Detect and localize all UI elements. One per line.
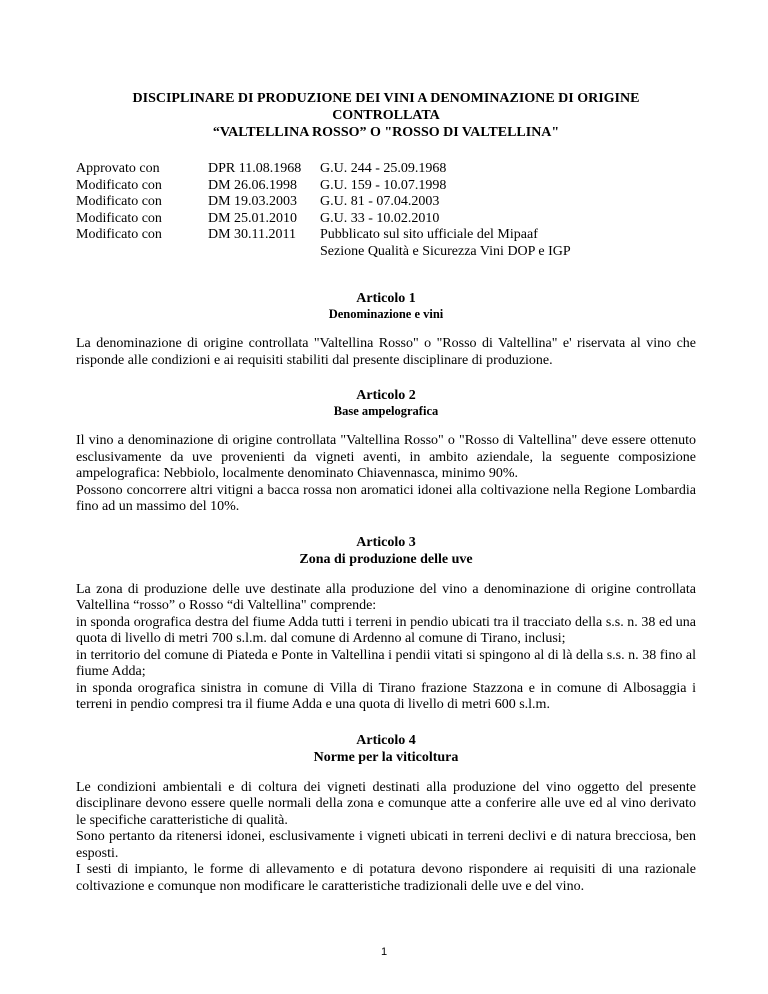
- approvals-table: [76, 161, 696, 260]
- document-title: [76, 90, 696, 141]
- approval-gazette: G.U. 244 - 25.09.1968: [320, 161, 447, 176]
- paragraph: in sponda orografica sinistra in comune di Villa di Tirano frazione Stazzona e in comune di Albosaggia i terreni in pendio compresi tra il fiume Adda e una quota di livello di metri 600 s.l.m.: [76, 680, 696, 712]
- article-number: Articolo 2: [356, 388, 416, 403]
- paragraph: Sono pertanto da ritenersi idonei, esclusivamente i vigneti ubicati in terreni declivi e di natura brecciosa, ben esposti.: [76, 829, 696, 861]
- article-heading: Denominazione e vini: [328, 307, 444, 321]
- approval-gazette: Sezione Qualità e Sicurezza Vini DOP e IGP: [320, 243, 571, 259]
- approval-label: Modificato con: [76, 194, 162, 209]
- paragraph: in sponda orografica destra del fiume Adda tutti i terreni in pendio ubicati tra il tracciato della s.s. n. 38 ed una quota di livello di metri 700 s.l.m. dal comune di Ardenno al comune di Tirano, inclusi;: [76, 614, 696, 646]
- title-line-1: DISCIPLINARE DI PRODUZIONE DEI VINI A DENOMINAZIONE DI ORIGINE: [132, 91, 640, 106]
- article-4-header: [76, 732, 696, 766]
- article-4-body: [76, 780, 696, 896]
- approval-gazette: G.U. 33 - 10.02.2010: [320, 210, 440, 226]
- article-3-body: [76, 582, 696, 714]
- article-1-body: [76, 336, 696, 369]
- article-number: Articolo 4: [356, 732, 416, 748]
- paragraph: in territorio del comune di Piateda e Ponte in Valtellina i pendii vitati si spingono al di là della s.s. n. 38 fino al fiume Adda;: [76, 647, 696, 679]
- paragraph: Le condizioni ambientali e di coltura dei vigneti destinati alla produzione del vino oggetto del presente disciplinare devono essere quelle normali della zona e comunque atte a conferire alle uve ed al vino derivato le specifiche caratteristiche di qualità.: [76, 779, 696, 828]
- title-line-3: “VALTELLINA ROSSO” O "ROSSO DI VALTELLINA": [212, 125, 560, 140]
- paragraph: I sesti di impianto, le forme di allevamento e di potatura devono rispondere ai requisiti di una razionale coltivazione e comunque non modificare le caratteristiche tradizionali delle uve e del vino.: [76, 862, 696, 894]
- approval-decree: DPR 11.08.1968: [208, 161, 302, 176]
- approval-labels-column: [76, 161, 208, 260]
- approval-label: Modificato con: [76, 210, 162, 226]
- approval-label: Approvato con: [76, 161, 160, 176]
- page-number: 1: [380, 946, 388, 958]
- approval-decree: DM 30.11.2011: [208, 227, 297, 242]
- article-1-header: [76, 290, 696, 322]
- approval-gazette: G.U. 159 - 10.07.1998: [320, 177, 447, 193]
- article-2-header: [76, 387, 696, 419]
- article-3-header: [76, 534, 696, 568]
- approval-decree: DM 19.03.2003: [208, 194, 298, 209]
- paragraph: La denominazione di origine controllata "Valtellina Rosso" o "Rosso di Valtellina" e' riservata al vino che risponde alle condizioni e ai requisiti stabiliti dal presente disciplinare di produzione.: [76, 336, 696, 368]
- paragraph: La zona di produzione delle uve destinate alla produzione del vino a denominazione di origine controllata Valtellina “rosso” o Rosso “di Valtellina" comprende:: [76, 581, 696, 613]
- article-number: Articolo 3: [356, 534, 416, 550]
- approval-label: Modificato con: [76, 227, 162, 242]
- document-page: [76, 80, 696, 895]
- article-heading: Norme per la viticoltura: [313, 749, 459, 765]
- title-line-2: CONTROLLATA: [332, 108, 440, 123]
- approval-gazette: G.U. 81 - 07.04.2003: [320, 194, 440, 209]
- article-number: Articolo 1: [356, 291, 416, 306]
- approval-decree: DM 25.01.2010: [208, 210, 298, 226]
- paragraph: Il vino a denominazione di origine controllata "Valtellina Rosso" o "Rosso di Valtellina" deve essere ottenuto esclusivamente da uve provenienti da vigneti aventi, in ambito aziendale, la seguente composizione ampelografica: Nebbiolo, localmente denominato Chiavennasca, minimo 90%.: [76, 433, 696, 481]
- article-2-body: [76, 433, 696, 516]
- article-heading: Zona di produzione delle uve: [299, 551, 473, 567]
- approval-label: Modificato con: [76, 177, 162, 193]
- article-heading: Base ampelografica: [333, 404, 439, 418]
- approval-decrees-column: [208, 161, 320, 260]
- paragraph: Possono concorrere altri vitigni a bacca rossa non aromatici idonei alla coltivazione nella Regione Lombardia fino ad un massimo del 10%.: [76, 482, 696, 514]
- approval-decree: DM 26.06.1998: [208, 177, 298, 193]
- approval-gazette: Pubblicato sul sito ufficiale del Mipaaf: [320, 227, 538, 242]
- approval-gazettes-column: [320, 161, 696, 260]
